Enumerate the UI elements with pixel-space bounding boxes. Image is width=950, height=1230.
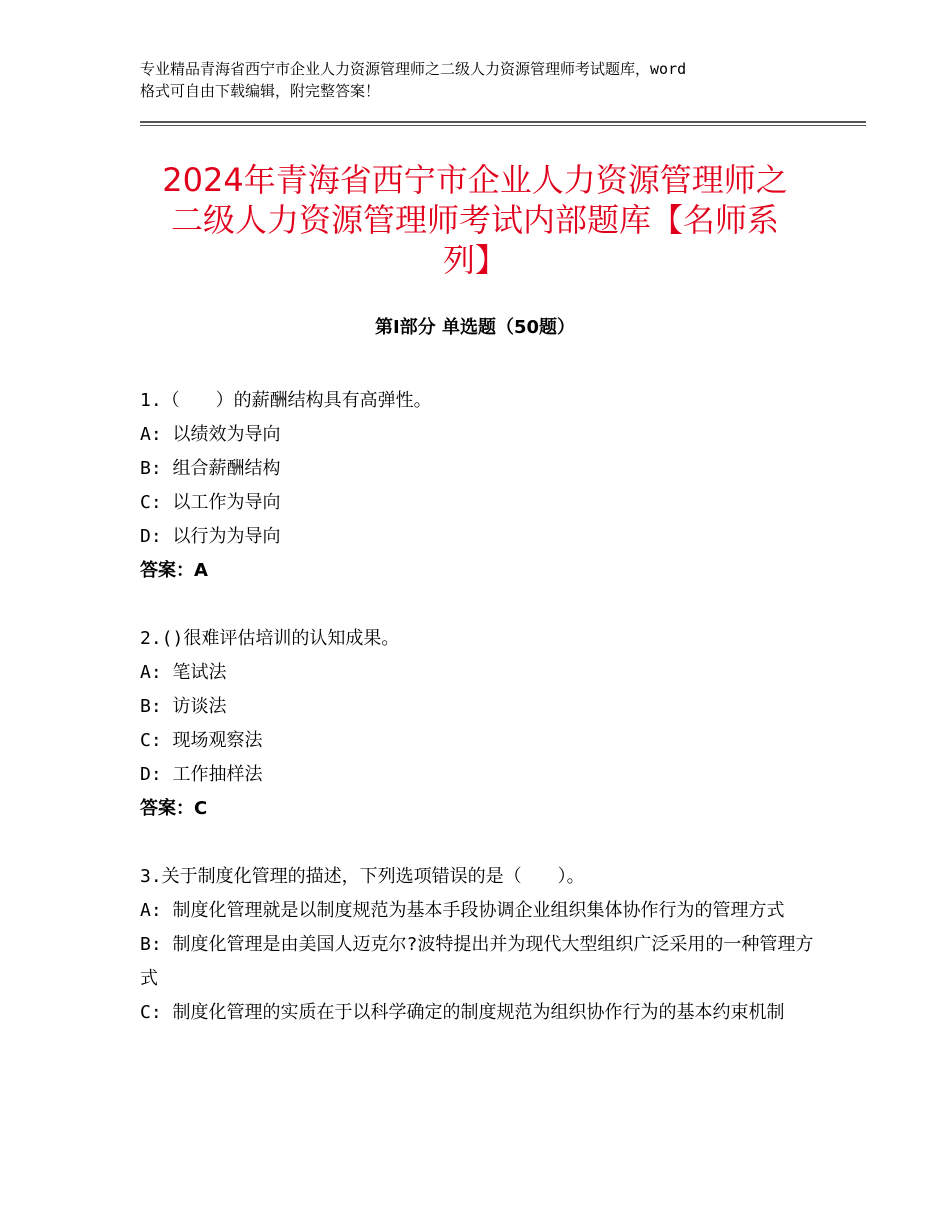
document-title-line-1: 2024年青海省西宁市企业人力资源管理师之 xyxy=(162,161,788,199)
option-c: C: 现场观察法 xyxy=(140,730,263,751)
option-a: A: 以绩效为导向 xyxy=(140,424,281,445)
header-note xyxy=(140,58,820,102)
answer: 答案：A xyxy=(140,560,208,581)
document-title xyxy=(140,160,810,280)
header-divider-thin xyxy=(140,125,866,126)
section-title: 第Ⅰ部分 单选题（50题） xyxy=(374,317,575,338)
document-title-line-3: 列】 xyxy=(442,241,507,279)
option-b: B: 访谈法 xyxy=(140,696,227,717)
option-c: C: 制度化管理的实质在于以科学确定的制度规范为组织协作行为的基本约束机制 xyxy=(140,1002,785,1023)
option-a: A: 制度化管理就是以制度规范为基本手段协调企业组织集体协作行为的管理方式 xyxy=(140,900,785,921)
option-b: B: 组合薪酬结构 xyxy=(140,458,281,479)
question-1 xyxy=(140,384,820,588)
question-list xyxy=(140,384,820,1064)
header-divider-thick xyxy=(140,121,866,123)
header-note-line-2: 格式可自由下载编辑，附完整答案！ xyxy=(140,82,381,100)
question-stem: 1.（ ）的薪酬结构具有高弹性。 xyxy=(140,390,432,411)
answer: 答案：C xyxy=(140,798,208,819)
option-d: D: 工作抽样法 xyxy=(140,764,263,785)
option-a: A: 笔试法 xyxy=(140,662,227,683)
option-d: D: 以行为为导向 xyxy=(140,526,281,547)
question-stem: 3.关于制度化管理的描述，下列选项错误的是（ ）。 xyxy=(140,866,585,887)
question-stem: 2.()很难评估培训的认知成果。 xyxy=(140,628,400,649)
question-3 xyxy=(140,860,820,1030)
header-note-line-1: 专业精品青海省西宁市企业人力资源管理师之二级人力资源管理师考试题库，word xyxy=(140,60,687,78)
option-c: C: 以工作为导向 xyxy=(140,492,281,513)
document-title-line-2: 二级人力资源管理师考试内部题库【名师系 xyxy=(170,201,779,239)
question-2 xyxy=(140,622,820,826)
option-b: B: 制度化管理是由美国人迈克尔?波特提出并为现代大型组织广泛采用的一种管理方式 xyxy=(140,934,814,989)
